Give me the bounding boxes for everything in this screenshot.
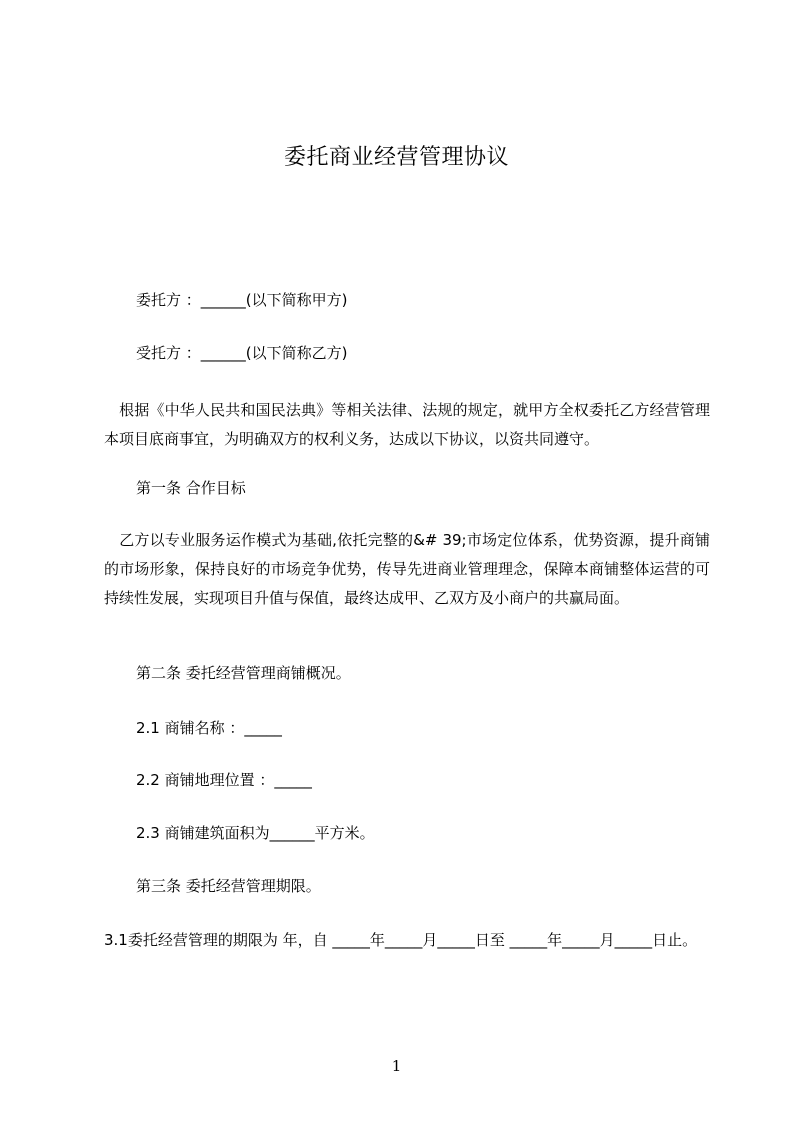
party-a-line: 委托方 ：______(以下简称甲方) — [136, 291, 348, 309]
item-2-3: 2.3 商铺建筑面积为______平方米。 — [136, 824, 375, 842]
item-2-1: 2.1 商铺名称 ：_____ — [136, 719, 282, 737]
article-1-heading: 第一条 合作目标 — [136, 479, 246, 497]
preamble-paragraph: 根据《中华人民共和国民法典》等相关法律、法规的规定，就甲方全权委托乙方经营管理本项目底商事宜，为明确双方的权利义务，达成以下协议，以资共同遵守。 — [104, 401, 710, 448]
document-title: 委托商业经营管理协议 — [283, 145, 509, 170]
page-number: 1 — [391, 1057, 402, 1075]
article-3-heading: 第三条 委托经营管理期限。 — [136, 877, 321, 895]
article-1-body: 乙方以专业服务运作模式为基础,依托完整的&# 39;市场定位体系，优势资源，提升商铺的市场形象，保持良好的市场竞争优势，传导先进商业管理理念，保障本商铺整体运营的可持续性发展，实现项目升值与保值，最终达成甲、乙双方及小商户的共赢局面。 — [104, 531, 710, 607]
item-2-2: 2.2 商铺地理位置 ：_____ — [136, 771, 312, 789]
article-2-heading: 第二条 委托经营管理商铺概况。 — [136, 664, 351, 682]
item-3-1: 3.1委托经营管理的期限为 年，自 _____年_____月_____日至 _____年_____月_____日止。 — [104, 931, 698, 949]
party-b-line: 受托方 ：______(以下简称乙方) — [136, 344, 348, 362]
